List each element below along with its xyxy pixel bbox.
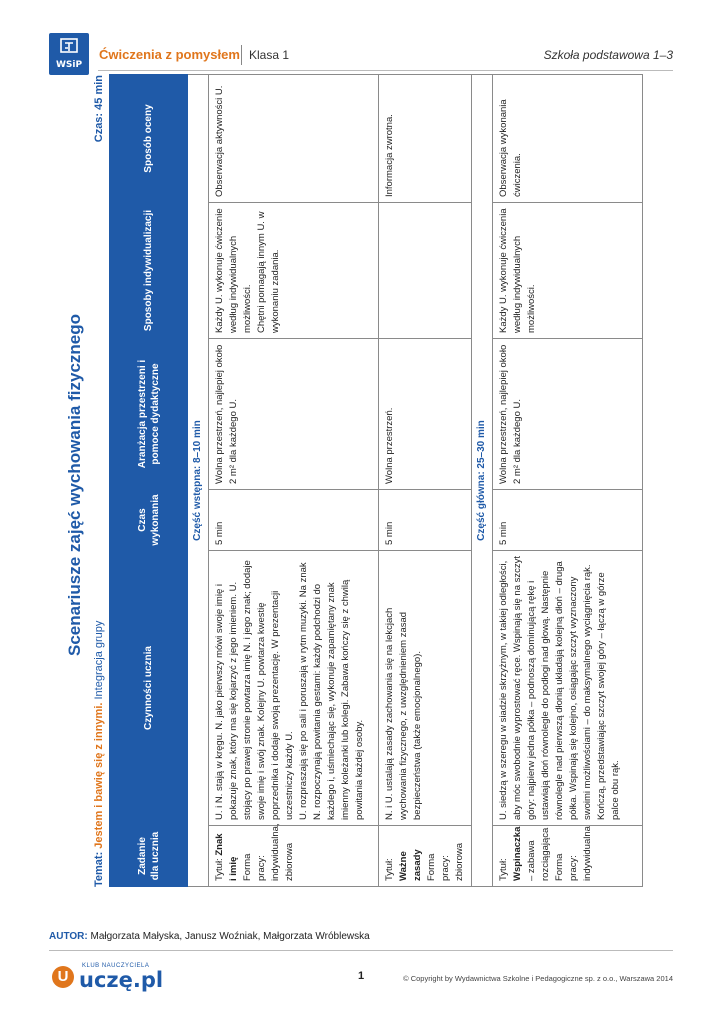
page-number: 1 <box>358 970 365 982</box>
activity-text: U. i N. stają w kręgu. N. jako pierwszy mówi swoje imię i pokazuje znak, który ma się kojarzyć z jego imieniem. U. stojący po prawej stronie powtarza imię N. i jego znak; dodaje swoje imię i swój znak. Kolejny U. powtarza kwestię poprzednika i dodaje swoją prezentację. W prezentacji uczestniczy każdy U. <box>214 560 295 820</box>
header-separator <box>241 45 242 65</box>
wsip-emblem-icon <box>59 38 79 56</box>
logo-text: WSiP <box>55 60 83 70</box>
task-title: Ważne zasady <box>398 849 423 881</box>
topic-subtitle: Integracja grupy <box>93 620 105 700</box>
task-prefix: Tytuł: <box>384 858 395 881</box>
header-school: Szkoła podstawowa 1–3 <box>543 48 673 62</box>
logo-club-text: KLUB NAUCZYCIELA <box>82 963 150 969</box>
activity-text: N. i U. ustalają zasady zachowania się na lekcjach wychowania fizycznego, z uwzględnieniem zasad bezpieczeństwa (także emocjonalnego). <box>384 607 423 820</box>
task-form: – zabawa rozciągająca Forma pracy: indywidualna <box>526 826 593 881</box>
section-label: Część główna: 25–30 min <box>472 75 493 887</box>
activity-text: U. rozpraszają się po sali i poruszają w rytm muzyki. Na znak N. rozpoczynają powitania gestami: każdy podchodzi do każdego i, uśmiechając się, wykonuje zapamiętany znak imienny koleżanki lub kolegi. Zabawa kończy się z chwilą powitania każdej osoby. <box>298 562 365 820</box>
task-prefix: Tytuł: <box>214 855 225 881</box>
copyright: © Copyright by Wydawnictwa Szkolne i Pedagogiczne sp. z o.o., Warszawa 2014 <box>403 974 673 983</box>
individualization-text: Każdy U. wykonuje ćwiczenie według indywidualnych możliwości. <box>214 208 253 333</box>
table-row <box>493 75 643 887</box>
ucze-logo <box>52 963 172 993</box>
table-header-row <box>110 75 188 887</box>
logo-wordmark: uczę.pl <box>79 968 164 992</box>
author-label: AUTOR: <box>49 931 88 942</box>
lesson-plan-table <box>109 74 643 887</box>
column-header: Zadanie dla ucznia <box>110 826 188 887</box>
column-header: Sposoby indywidualizacji <box>110 203 188 339</box>
ucze-logo-icon: U <box>52 966 74 988</box>
space-cell: Wolna przestrzeń. <box>379 339 472 490</box>
topic-label: Temat: <box>93 851 105 887</box>
task-form: Forma pracy: zbiorowa <box>426 842 465 881</box>
table-row <box>209 75 379 887</box>
task-title: Znak i imię <box>214 833 239 881</box>
individualization-cell <box>379 203 472 339</box>
time-cell: 5 min <box>379 490 472 551</box>
space-cell: Wolna przestrzeń, najlepiej około 2 m² dla każdego U. <box>493 339 643 490</box>
assessment-cell: Obserwacja aktywności U. <box>209 75 379 203</box>
header-title: Ćwiczenia z pomysłem <box>99 47 240 62</box>
topic-value: Jestem i bawię się z innymi. <box>93 702 105 849</box>
column-header: Czas wykonania <box>110 490 188 551</box>
section-row <box>472 75 493 887</box>
footer-divider <box>49 950 673 951</box>
task-form: Forma pracy: indywidualna, zbiorowa <box>242 823 295 881</box>
task-cell <box>209 823 379 887</box>
section-label: Część wstępna: 8–10 min <box>188 75 209 887</box>
topic-line <box>93 621 105 887</box>
section-row <box>188 75 209 887</box>
author-line <box>49 931 370 942</box>
task-title: Wspinaczka <box>512 826 523 881</box>
column-header: Sposób oceny <box>110 75 188 203</box>
header-divider <box>98 70 673 71</box>
wsip-logo <box>49 33 89 75</box>
author-names: Małgorzata Małyska, Janusz Woźniak, Małgorzata Wróblewska <box>90 931 370 942</box>
space-cell: Wolna przestrzeń, najlepiej około 2 m² dla każdego U. <box>209 339 379 490</box>
individualization-cell: Każdy U. wykonuje ćwiczenia według indywidualnych możliwości. <box>493 203 643 339</box>
column-header: Aranżacja przestrzeni i pomoce dydaktyczne <box>110 339 188 490</box>
document-title: Scenariusze zajęć wychowania fizycznego <box>65 313 84 657</box>
total-time: Czas: 45 min <box>93 75 105 143</box>
activity-cell <box>209 551 379 826</box>
individualization-text: Chętni pomagają innym U. w wykonaniu zadania. <box>256 211 281 333</box>
time-cell: 5 min <box>209 490 379 551</box>
time-cell: 5 min <box>493 490 643 551</box>
task-prefix: Tytuł: <box>498 858 509 881</box>
activity-cell <box>493 551 643 826</box>
assessment-cell: Obserwacja wykonania ćwiczenia. <box>493 75 643 203</box>
activity-cell <box>379 551 472 826</box>
header-class: Klasa 1 <box>249 48 290 62</box>
column-header: Czynności ucznia <box>110 551 188 826</box>
table-row <box>379 75 472 887</box>
task-cell <box>379 826 472 887</box>
lesson-plan-page <box>65 75 621 895</box>
task-cell <box>493 826 643 887</box>
individualization-cell <box>209 203 379 339</box>
assessment-cell: Informacja zwrotna. <box>379 75 472 203</box>
activity-text: U. siedzą w szeregu w siadzie skrzyżnym, w takiej odległości, aby móc swobodnie wyprostować ręce. Wspinają się na szczyt góry: najpierw jedna półka – podnoszą dominującą rękę i ustawiają dłoń równolegle do podłogi nad głową. Następnie równolegle nad pierwszą dłonią układają kolejną dłoń – druga półka. Wspinają się kolejno, osiągając szczyt wyznaczony swoimi możliwościami – do maksymalnego wyciągnięcia rąk. Kończą, przedstawiając szczyt swojej góry – łączą w górze palce obu rąk. <box>498 555 621 820</box>
